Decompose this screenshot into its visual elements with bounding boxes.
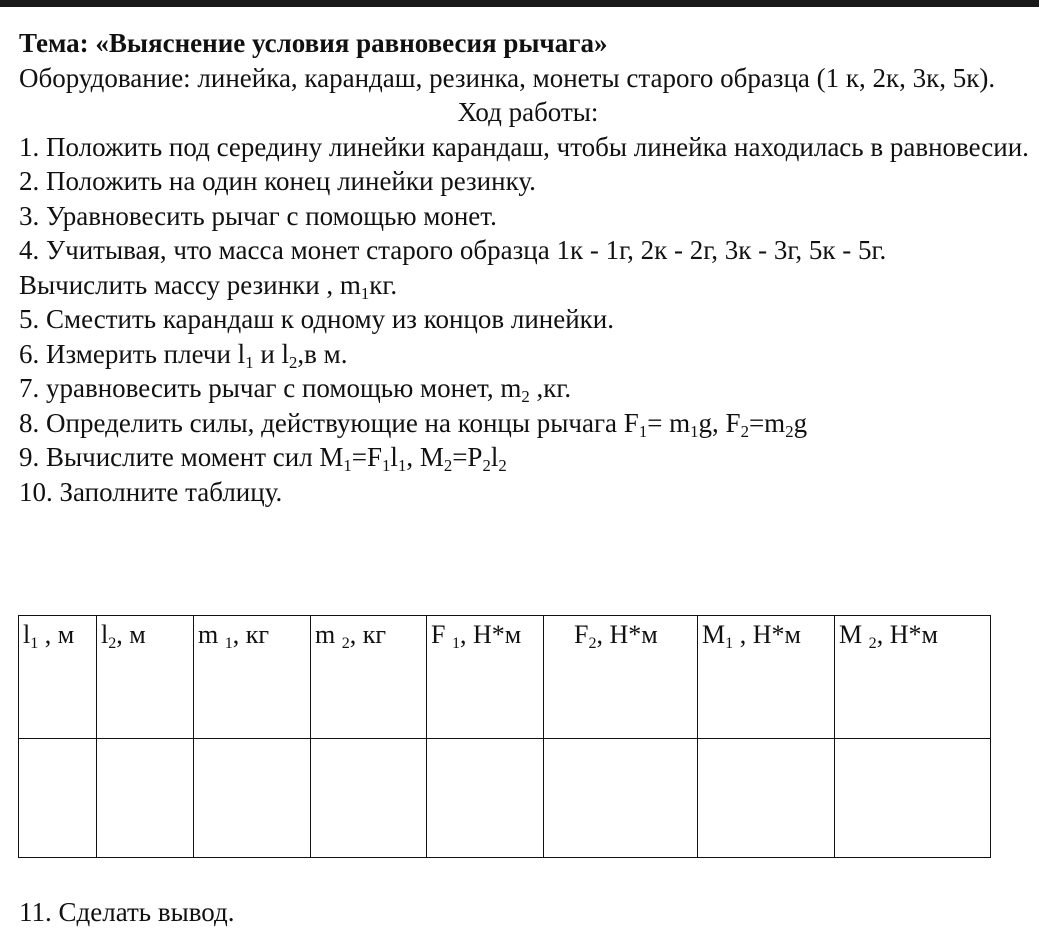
header-unit: , кг	[349, 620, 387, 649]
subscript: 2	[482, 456, 491, 476]
step-4-cont-text: Вычислить массу резинки , m	[19, 269, 361, 300]
header-m2-moment	[835, 616, 991, 739]
subscript: 2	[740, 421, 749, 441]
table-cell	[835, 739, 991, 858]
header-text: M	[702, 620, 726, 649]
formula-part: , M	[406, 442, 444, 472]
subscript: 1	[725, 634, 734, 652]
subscript: 2	[443, 456, 453, 476]
subscript: 2	[289, 352, 298, 372]
subscript: 1	[690, 421, 699, 441]
step-7-unit: ,кг.	[529, 373, 572, 403]
header-f2	[544, 616, 698, 739]
step-8	[19, 406, 1031, 441]
step-4-text: 4. Учитывая, что масса монет старого образца 1к - 1г, 2к - 2г, 3к - 3г, 5к - 5г.	[19, 235, 887, 265]
document-body	[19, 26, 1031, 509]
header-text: F	[574, 620, 589, 649]
subscript: 1	[245, 352, 254, 372]
step-4-cont	[19, 268, 1031, 303]
header-unit: , Н*м	[460, 620, 522, 649]
step-6	[19, 337, 1031, 372]
subscript: 1	[30, 634, 39, 652]
step-4-unit: кг.	[369, 269, 398, 300]
step-2: 2. Положить на один конец линейки резинку.	[19, 166, 536, 196]
step-9-text: 9. Вычислите момент сил M	[19, 442, 344, 472]
table-cell	[544, 739, 698, 858]
header-f1	[427, 616, 544, 739]
subscript: 1	[382, 456, 391, 476]
subscript: 1	[343, 456, 352, 476]
header-text: l	[23, 620, 31, 649]
header-unit: , м	[116, 620, 146, 649]
step-1: 1. Положить под середину линейки карандаш, чтобы линейка находилась в равновесии.	[19, 131, 1029, 162]
subscript: 2	[868, 634, 877, 652]
header-m1-moment	[698, 616, 835, 739]
formula-part: =m	[748, 407, 786, 438]
subscript: 2	[498, 456, 507, 476]
step-11: 11. Сделать вывод.	[19, 897, 235, 927]
subscript: 1	[360, 283, 370, 303]
subscript: 1	[224, 634, 233, 652]
header-text: m	[198, 620, 225, 649]
step-6-unit: ,в м.	[297, 338, 348, 369]
table-cell	[19, 739, 97, 858]
step-10: 10. Заполните таблицу.	[19, 476, 283, 507]
results-table	[18, 615, 991, 858]
step-7-text: 7. уравновесить рычаг с помощью монет, m	[19, 373, 522, 403]
subscript: 2	[785, 421, 794, 441]
header-m2	[311, 616, 427, 739]
step-3: 3. Уравновесить рычаг с помощью монет.	[19, 200, 497, 231]
header-m1	[194, 616, 311, 739]
subscript: 2	[588, 634, 597, 652]
header-text: m	[315, 620, 342, 649]
header-unit: , Н*м	[596, 620, 658, 649]
formula-part: g, F	[698, 407, 741, 438]
step-6-mid: и l	[253, 338, 290, 369]
step-6-text: 6. Измерить плечи l	[19, 338, 246, 369]
step-7	[19, 371, 1031, 406]
step-5: 5. Сместить карандаш к одному из концов линейки.	[19, 304, 614, 334]
topic-title: Тема: «Выяснение условия равновесия рычага»	[19, 28, 608, 58]
formula-part: g	[793, 407, 808, 438]
header-text: l	[101, 620, 109, 649]
formula-part: l	[390, 442, 398, 472]
procedure-heading: Ход работы:	[457, 97, 599, 127]
table-cell	[427, 739, 544, 858]
table-row	[19, 739, 991, 858]
step-9	[19, 440, 1031, 475]
table-cell	[311, 739, 427, 858]
table-cell	[698, 739, 835, 858]
header-unit: , Н*м	[733, 620, 801, 649]
header-unit: , Н*м	[876, 620, 938, 649]
formula-part: =P	[452, 442, 483, 472]
formula-part: =F	[351, 442, 383, 472]
subscript: 2	[521, 387, 530, 407]
subscript: 1	[638, 421, 648, 441]
subscript: 2	[108, 634, 117, 652]
subscript: 1	[451, 634, 461, 652]
header-unit: , м	[38, 620, 75, 649]
subscript: 1	[397, 456, 407, 476]
header-unit: , кг	[232, 620, 270, 649]
top-dark-bar	[0, 0, 1039, 7]
table-cell	[194, 739, 311, 858]
equipment-line: Оборудование: линейка, карандаш, резинка, монеты старого образца (1 к, 2к, 3к, 5к).	[19, 62, 996, 93]
header-text: F	[431, 620, 452, 649]
header-text: M	[839, 620, 869, 649]
header-l2	[97, 616, 194, 739]
formula-part: = m	[647, 407, 691, 438]
table-header-row	[19, 616, 991, 739]
subscript: 2	[341, 634, 350, 652]
formula-part: l	[490, 442, 499, 472]
table-cell	[97, 739, 194, 858]
header-l1	[19, 616, 97, 739]
step-8-text: 8. Определить силы, действующие на концы рычага F	[19, 407, 639, 438]
step-4	[19, 233, 1031, 268]
